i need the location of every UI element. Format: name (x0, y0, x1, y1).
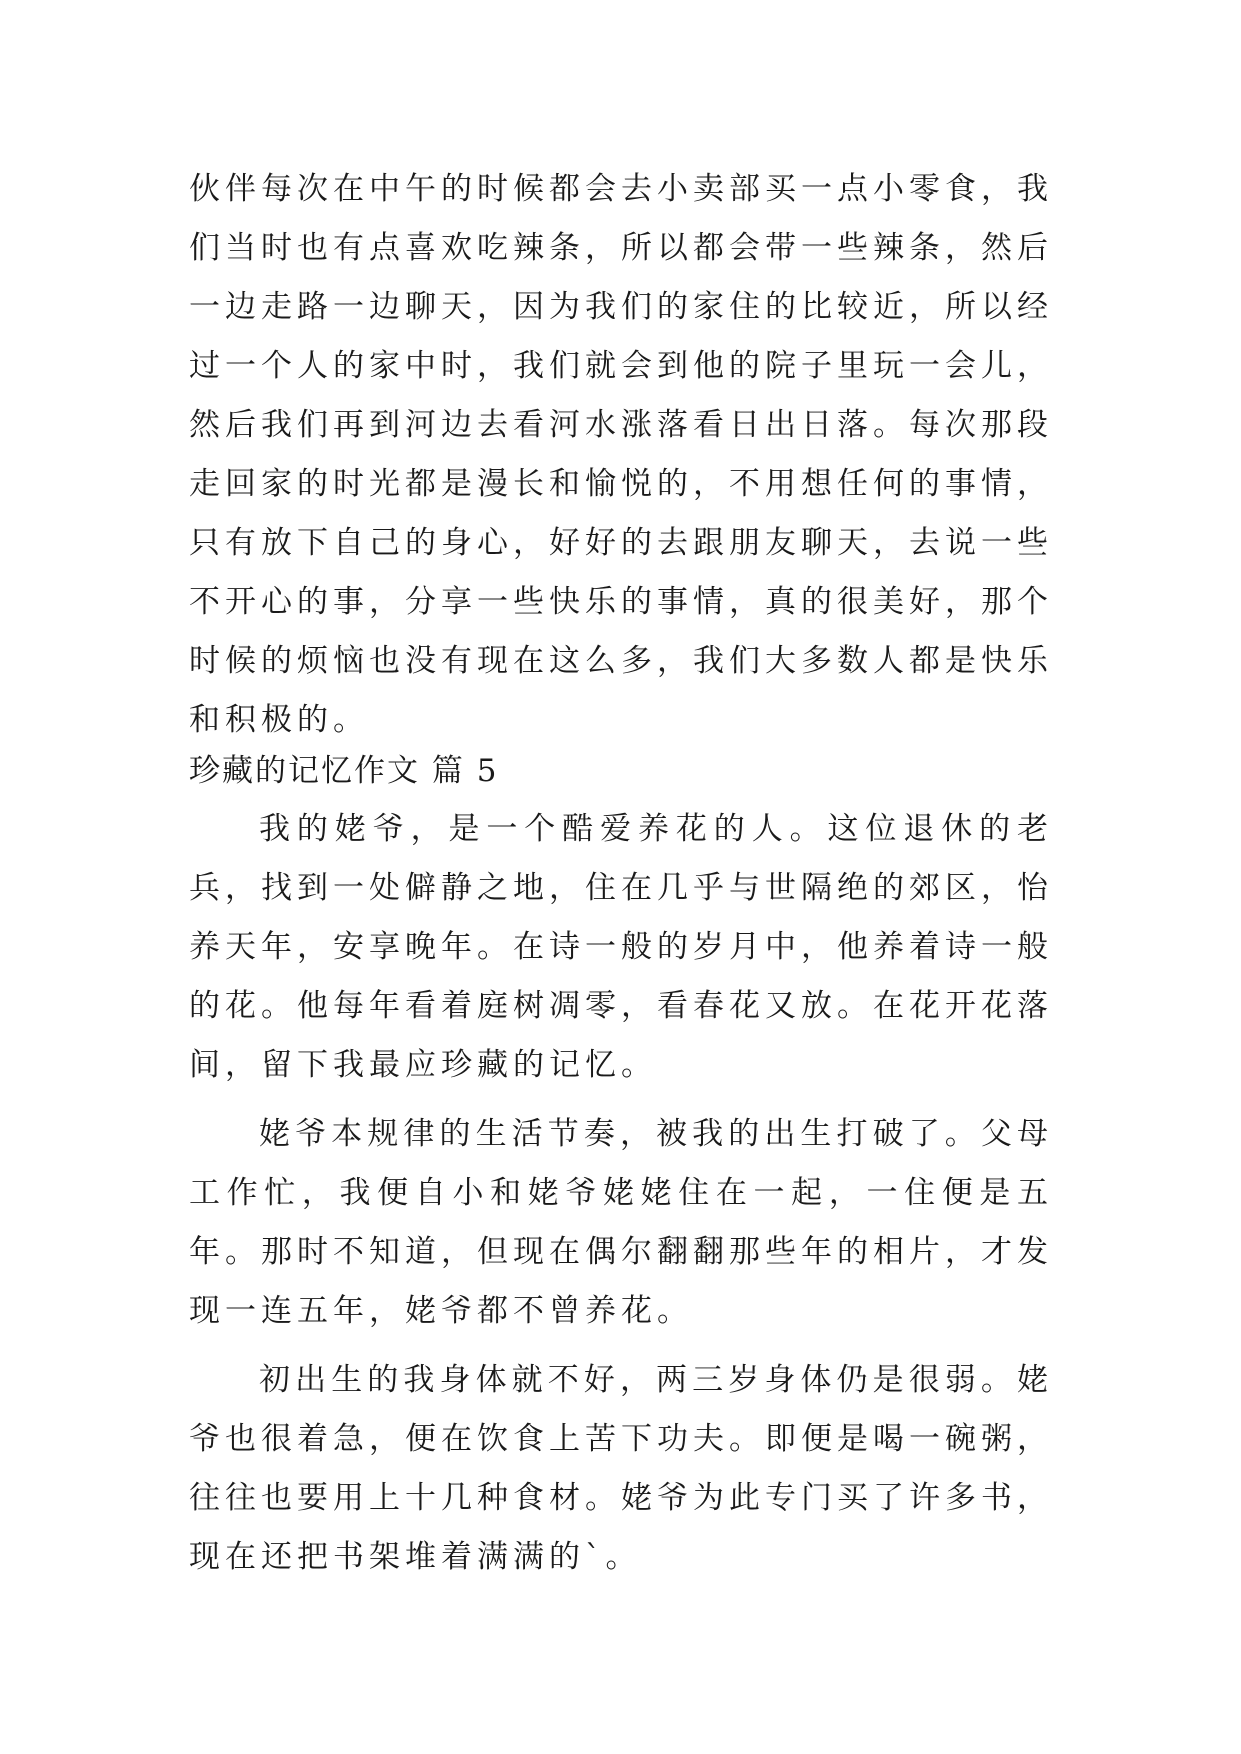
continued-paragraph: 伙伴每次在中午的时候都会去小卖部买一点小零食，我们当时也有点喜欢吃辣条，所以都会带一些辣条，然后一边走路一边聊天，因为我们的家住的比较近，所以经过一个人的家中时，我们就会到他的院子里玩一会儿，然后我们再到河边去看河水涨落看日出日落。每次那段走回家的时光都是漫长和愉悦的，不用想任何的事情，只有放下自己的身心，好好的去跟朋友聊天，去说一些不开心的事，分享一些快乐的事情，真的很美好，那个时候的烦恼也没有现在这么多，我们大多数人都是快乐和积极的。 (189, 171, 1053, 738)
section-body (189, 800, 1053, 1597)
section-paragraph-2: 姥爷本规律的生活节奏，被我的出生打破了。父母工作忙，我便自小和姥爷姥姥住在一起，一住便是五年。那时不知道，但现在偶尔翻翻那些年的相片，才发现一连五年，姥爷都不曾养花。 (189, 1116, 1053, 1329)
section-paragraph-1: 我的姥爷，是一个酷爱养花的人。这位退休的老兵，找到一处僻静之地，住在几乎与世隔绝的郊区，怡养天年，安享晚年。在诗一般的岁月中，他养着诗一般的花。他每年看着庭树凋零，看春花又放。在花开花落间，留下我最应珍藏的记忆。 (189, 811, 1053, 1083)
section-paragraph-3: 初出生的我身体就不好，两三岁身体仍是很弱。姥爷也很着急，便在饮食上苦下功夫。即便是喝一碗粥，往往也要用上十几种食材。姥爷为此专门买了许多书，现在还把书架堆着满满的`。 (189, 1362, 1053, 1575)
section-heading: 珍藏的记忆作文 篇 5 (189, 753, 499, 789)
